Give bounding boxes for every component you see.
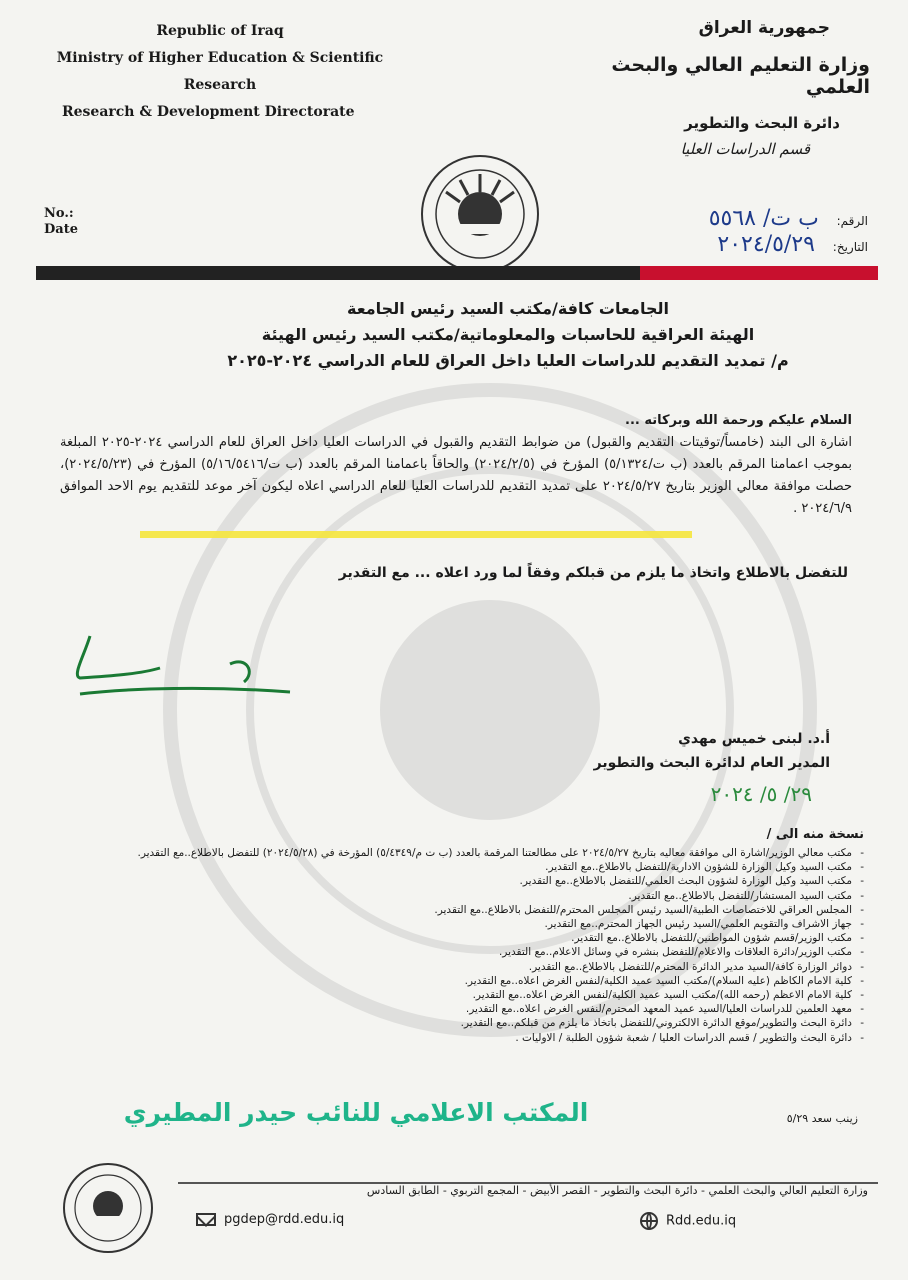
footer-website[interactable] [640,1212,736,1230]
cc-title: نسخة منه الى / [766,827,864,842]
cc-item: - كلية الامام الكاظم (عليه السلام)/مكتب السيد عميد الكلية/لنفس الغرض اعلاه..مع التقدير. [52,974,852,988]
date-line [638,232,868,257]
closing-line: للتفضل بالاطلاع واتخاذ ما يلزم من قبلكم وفقاً لما ورد اعلاه ... مع التقدير [338,565,848,581]
header-ministry-en: Ministry of Higher Education & Scientific [56,50,384,66]
no-date-labels [44,206,78,238]
cc-item: - مكتب السيد وكيل الوزارة لشؤون البحث العلمي/للتفضل بالاطلاع..مع التقدير. [52,874,852,888]
cc-item: - جهاز الاشراف والتقويم العلمي/السيد رئيس الجهاز المحترم..مع التقدير. [52,917,852,931]
handwritten-signature [50,616,310,706]
ref-value: ب ت/ ٥٥٦٨ [708,206,819,231]
highlight-mark [140,531,692,538]
typist-initials: زينب سعد ٥/٢٩ [786,1112,858,1125]
ref-label: الرقم: [836,214,868,228]
header-republic-ar: جمهورية العراق [698,18,830,38]
ref-number-line [638,206,868,231]
date-value: ٢٠٢٤/٥/٢٩ [717,232,815,257]
header-republic-en: Republic of Iraq [156,23,284,39]
ministry-seal-icon [418,152,542,276]
cc-item: - دائرة البحث والتطوير/موقع الدائرة الالكتروني/للتفضل باتخاذ ما يلزم من قبلكم..مع التقدير. [52,1016,852,1030]
cc-item: - مكتب الوزير/دائرة العلاقات والاعلام/للتفضل بنشره في وسائل الاعلام..مع التقدير. [52,945,852,959]
arabic-letterhead [570,18,870,158]
cc-item: - كلية الامام الاعظم (رحمه الله)/مكتب السيد عميد الكلية/لنفس الغرض اعلاه..مع التقدير. [52,988,852,1002]
english-letterhead [40,18,400,126]
footer-seal-icon [60,1160,156,1256]
footer-address: وزارة التعليم العالي والبحث العلمي - دائرة البحث والتطوير - القصر الأبيض - المجمع التربوي - الطابق السادس [366,1184,868,1197]
no-label: No.: [44,206,74,221]
header-directorate-ar: دائرة البحث والتطوير [684,114,840,132]
body-paragraph: اشارة الى البند (خامساً/توقيتات التقديم والقبول) من ضوابط التقديم والقبول في الدراسات العليا داخل العراق للعام الدراسي ٢٠٢٤-٢٠٢٥ المبلغة بموجب اعمامنا المرقم بالعدد (ب ت/٥/١٣٢٤) المؤرخ في (٢٠٢٤/٢/٥) والحاقاً باعمامنا المرقم بالعدد (ب ت/٥/١٦/٥٤١٦) المؤرخ في (٢٠٢٤/٥/٢٣)، حصلت موافقة معالي الوزير بتاريخ ٢٠٢٤/٥/٢٧ على تمديد التقديم للدراسات العليا للعام الدراسي اعلاه ليكون آخر موعد للتقديم يوم الاحد الموافق ٢٠٢٤/٦/٩ . [60,435,852,516]
header-ministry-en-cont: Research [183,77,257,93]
date-label-ar: التاريخ: [832,240,868,254]
header-divider-red [640,266,878,280]
date-label: Date [44,222,78,237]
recipient-universities: الجامعات كافة/مكتب السيد رئيس الجامعة [347,299,669,318]
envelope-icon [196,1213,216,1226]
recipient-commission: الهيئة العراقية للحاسبات والمعلوماتية/مكتب السيد رئيس الهيئة [261,325,755,344]
letter-body [60,410,852,520]
header-section-ar: قسم الدراسات العليا [680,140,810,158]
cc-list [52,846,864,1045]
signer-title: المدير العام لدائرة البحث والتطوير [593,755,830,771]
cc-item: - معهد العلمين للدراسات العليا/السيد عميد المعهد المحترم/لنفس الغرض اعلاه..مع التقدير. [52,1002,852,1016]
cc-item: - المجلس العراقي للاختصاصات الطبية/السيد رئيس المجلس المحترم/للتفضل بالاطلاع..مع التقدير. [52,903,852,917]
footer-email-text: pgdep@rdd.edu.iq [224,1212,345,1227]
globe-icon [640,1212,658,1230]
footer-website-text: Rdd.edu.iq [666,1213,737,1229]
letter-subject: م/ تمديد التقديم للدراسات العليا داخل العراق للعام الدراسي ٢٠٢٤-٢٠٢٥ [227,351,789,370]
footer-email[interactable] [196,1212,344,1227]
cc-item: - مكتب معالي الوزير/اشارة الى موافقة معاليه بتاريخ ٢٠٢٤/٥/٢٧ على مطالعتنا المرقمة بالعدد (ب ت م/٥/٤٣٤٩) المؤرخة في (٢٠٢٤/٥/٢٨) للتفضل بالاطلاع..مع التقدير. [52,846,852,860]
header-directorate-en: Research & Development Directorate [62,104,355,120]
cc-item: - مكتب الوزير/قسم شؤون المواطنين/للتفضل بالاطلاع..مع التقدير. [52,931,852,945]
signature-date: ٢٩/ ٥/ ٢٠٢٤ [710,782,812,806]
signer-name: أ.د. لبنى خميس مهدي [678,731,830,747]
cc-item: - مكتب السيد وكيل الوزارة للشؤون الادارية/للتفضل بالاطلاع..مع التقدير. [52,860,852,874]
header-ministry-ar: وزارة التعليم العالي والبحث العلمي [611,54,870,98]
cc-item: - مكتب السيد المستشار/للتفضل بالاطلاع..مع التقدير. [52,889,852,903]
cc-item: - دوائر الوزارة كافة/السيد مدير الدائرة المحترم/للتفضل بالاطلاع..مع التقدير. [52,960,852,974]
cc-item: - دائرة البحث والتطوير / قسم الدراسات العليا / شعبة شؤون الطلبة / الاوليات . [52,1031,852,1045]
greeting: السلام عليكم ورحمة الله وبركاته ... [625,413,852,428]
media-office-watermark: المكتب الاعلامي للنائب حيدر المطيري [123,1098,589,1127]
